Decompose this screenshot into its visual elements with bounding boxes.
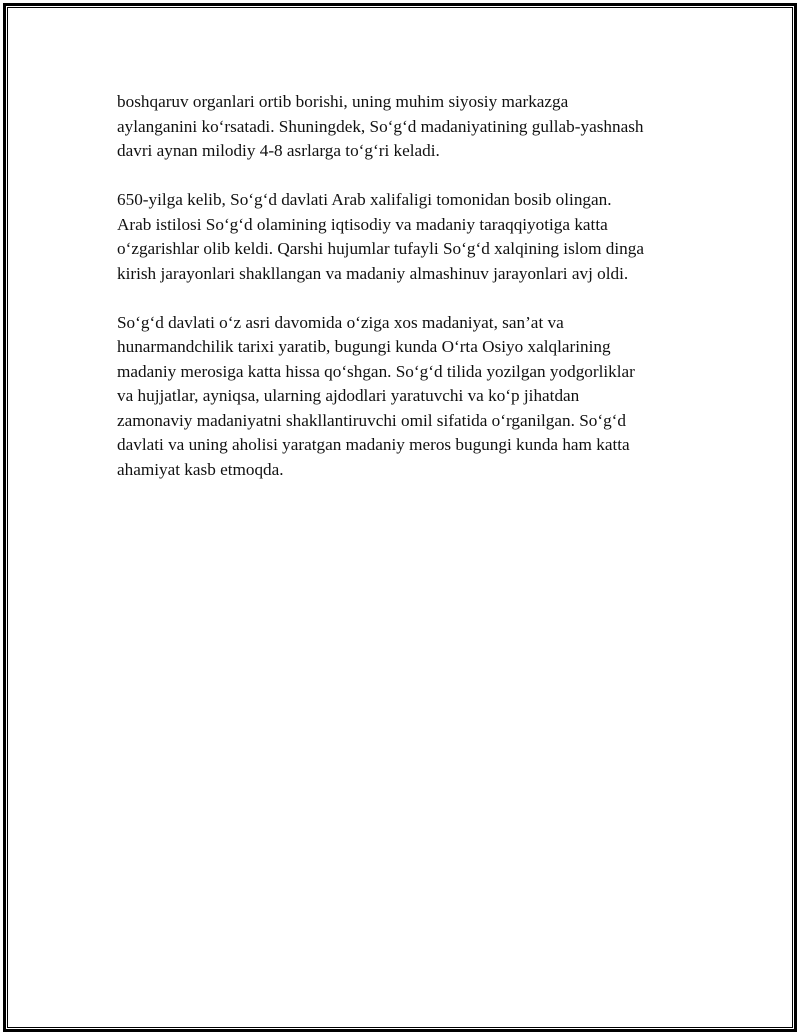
text-line: davlati va uning aholisi yaratgan madaniy meros bugungi kunda ham katta [117,435,630,454]
text-line: zamonaviy madaniyatni shakllantiruvchi omil sifatida o‘rganilgan. So‘g‘d [117,410,626,430]
text-line: aylanganini ko‘rsatadi. Shuningdek, So‘g‘d madaniyatining gullab-yashnash [117,116,644,136]
paragraph-1 [117,90,697,164]
text-line: boshqaruv organlari ortib borishi, uning muhim siyosiy markazga [117,92,569,111]
text-line: madaniy merosiga katta hissa qo‘shgan. So‘g‘d tilida yozilgan yodgorliklar [117,361,635,381]
text-line: 650-yilga kelib, So‘g‘d davlati Arab xalifaligi tomonidan bosib olingan. [117,190,612,209]
text-line: va hujjatlar, ayniqsa, ularning ajdodlari yaratuvchi va ko‘p jihatdan [117,386,580,405]
document-body [117,90,697,507]
text-line: Arab istilosi So‘g‘d olamining iqtisodiy va madaniy taraqqiyotiga katta [117,214,608,234]
paragraph-2 [117,188,697,286]
text-line: kirish jarayonlari shakllangan va madaniy almashinuv jarayonlari avj oldi. [117,263,629,283]
text-line: So‘g‘d davlati o‘z asri davomida o‘ziga xos madaniyat, san’at va [117,312,564,332]
paragraph-3 [117,311,697,483]
text-line: hunarmandchilik tarixi yaratib, bugungi kunda O‘rta Osiyo xalqlarining [117,337,611,356]
text-line: o‘zgarishlar olib keldi. Qarshi hujumlar tufayli So‘g‘d xalqining islom dinga [117,239,644,258]
text-line: davri aynan milodiy 4-8 asrlarga to‘g‘ri keladi. [117,141,440,160]
text-line: ahamiyat kasb etmoqda. [117,459,284,479]
